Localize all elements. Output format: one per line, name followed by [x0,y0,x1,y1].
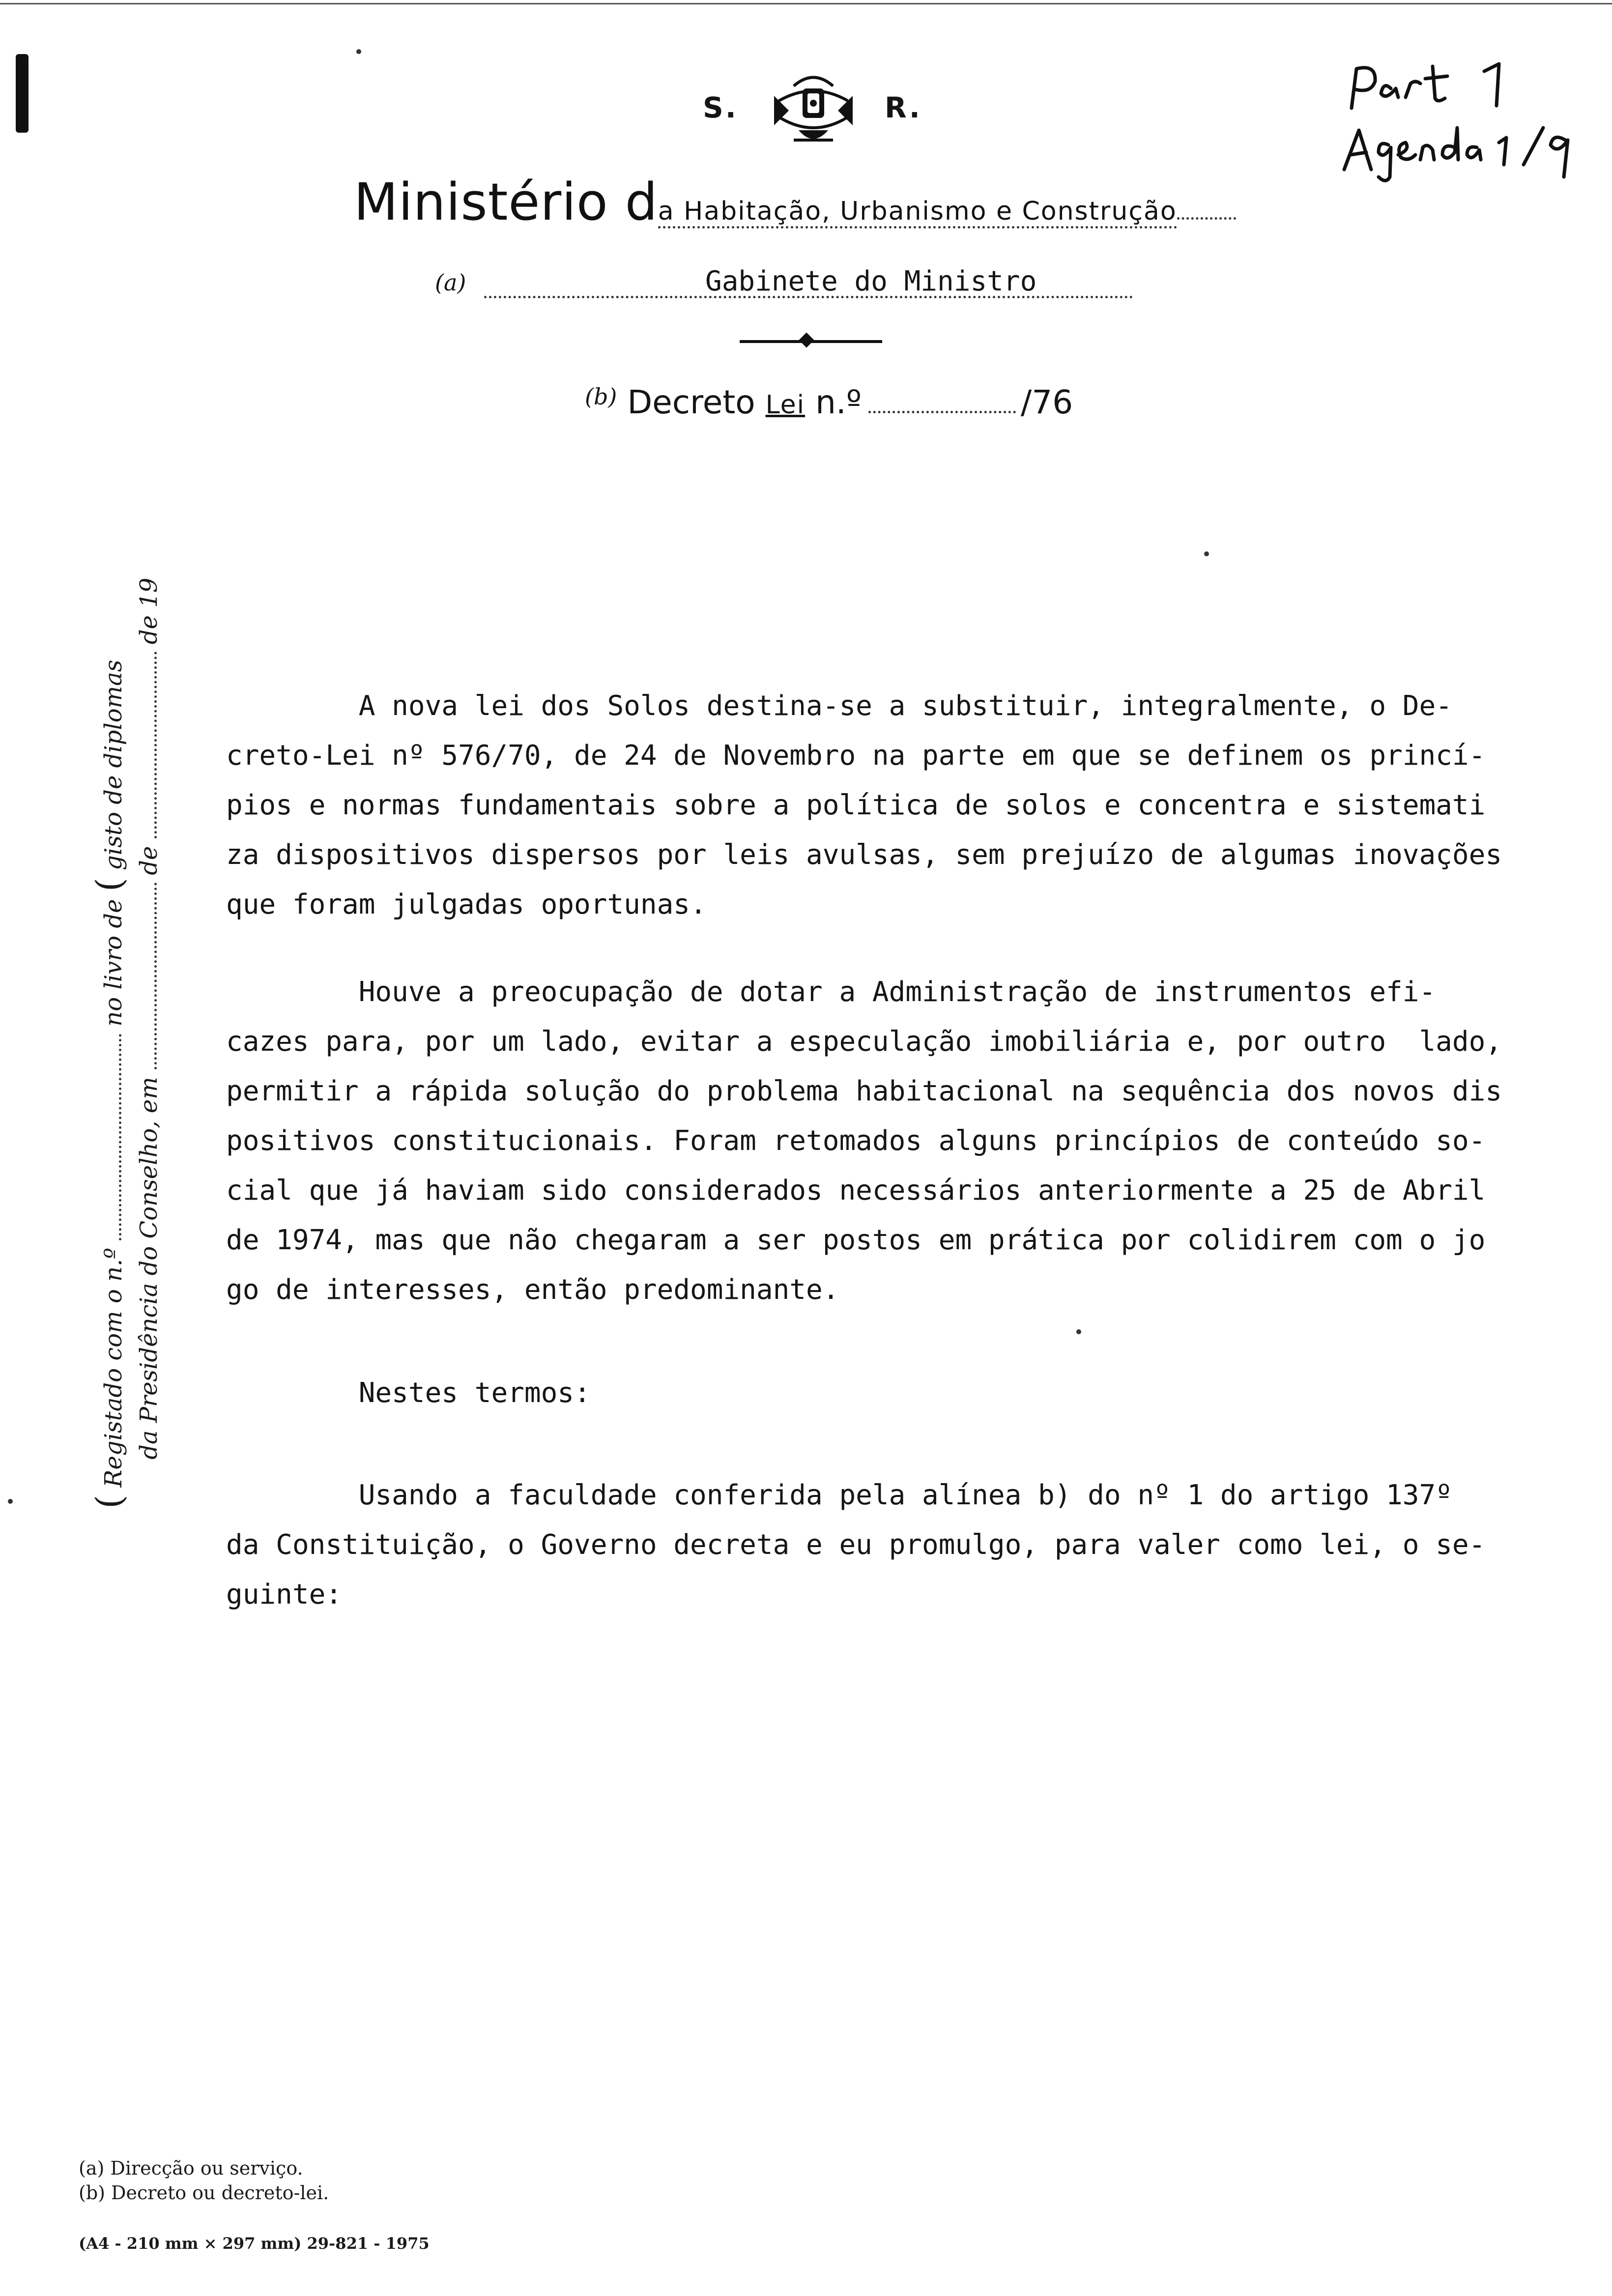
decree-number-label: n.º [815,383,862,421]
p2-line-7: go de interesses, então predominante. [226,1274,839,1306]
p1-line-3: pios e normas fundamentais sobre a política de solos e concentra e sistemati [226,789,1486,821]
paragraph-3 [226,1368,1504,1418]
margin-presidencia: da Presidência do Conselho, em [135,1077,163,1460]
margin-livro: no livro de [100,899,127,1027]
p4-line-3: guinte: [226,1578,343,1610]
ministry-dots [1177,217,1236,220]
decree-row [585,383,1073,421]
p2-line-3: permitir a rápida solução do problema habitacional na sequência dos novos dis [226,1075,1502,1107]
p1-line-2: creto-Lei nº 576/70, de 24 de Novembro na parte em que se definem os princí- [226,740,1486,772]
footnote-ref-a: (a) [435,269,466,296]
footnote-a: (a) Direcção ou serviço. [79,2157,303,2179]
scan-speck [356,49,361,54]
scan-mark [16,54,29,133]
p3-line-1: Nestes termos: [226,1377,591,1409]
paragraph-4 [226,1470,1504,1619]
p4-line-1: Usando a faculdade conferida pela alínea b) do nº 1 do artigo 137º [226,1479,1452,1511]
margin-bracket: ( [88,1494,130,1509]
footnote-b: (b) Decreto ou decreto-lei. [79,2182,329,2204]
sr-left-letter: S. [703,91,738,124]
margin-registado: Registado com o n.º [100,1248,127,1488]
coat-of-arms-emblem [764,66,863,150]
decree-number-blank [868,411,1016,413]
margin-blank-month [154,652,157,838]
p1-line-5: que foram julgadas oportunas. [226,889,707,920]
form-reference: (A4 - 210 mm × 297 mm) 29-821 - 1975 [79,2234,430,2253]
scan-speck [8,1499,13,1504]
ministry-name: a Habitação, Urbanismo e Construção [658,197,1177,229]
margin-de: de [135,846,163,875]
p2-line-6: de 1974, mas que não chegaram a ser postos em prática por colidirem com o jo [226,1224,1486,1256]
ministry-title [354,172,1236,232]
p2-line-4: positivos constitucionais. Foram retomados alguns princípios de conteúdo so- [226,1125,1486,1157]
p1-line-4: za dispositivos dispersos por leis avulsas, sem prejuízo de algumas inovações [226,839,1502,871]
handwritten-annotation [1337,59,1583,187]
registration-margin [74,575,192,1509]
scan-speck [1204,551,1209,556]
margin-bracket-2: ( [88,878,130,892]
margin-blank-date [154,883,157,1069]
margin-line-2 [135,578,163,1509]
department-name: Gabinete do Ministro [705,265,1037,297]
decree-year: /76 [1020,383,1073,421]
margin-year: de 19 [135,577,163,645]
footnote-ref-b: (b) [585,383,617,410]
p2-line-2: cazes para, por um lado, evitar a especulação imobiliária e, por outro lado, [226,1026,1502,1058]
top-rule [0,3,1612,4]
decree-label: Decreto [627,383,755,421]
scan-speck [1076,1329,1081,1334]
p2-line-5: cial que já haviam sido considerados necessários anteriormente a 25 de Abril [226,1175,1486,1206]
margin-blank-number [119,1034,121,1240]
sr-right-letter: R. [885,91,922,124]
margin-line-1 [88,660,130,1509]
p4-line-2: da Constituição, o Governo decreta e eu promulgo, para valer como lei, o se- [226,1529,1486,1561]
p2-line-1: Houve a preocupação de dotar a Administração de instrumentos efi- [226,976,1436,1008]
department-row [435,265,1192,305]
p1-line-1: A nova lei dos Solos destina-se a substituir, integralmente, o De- [226,690,1452,722]
paragraph-1 [226,681,1504,929]
ornament-diamond [799,332,814,347]
ministry-prefix: Ministério d [354,172,658,232]
margin-registo: gisto de diplomas [100,660,127,870]
decree-lei: Lei [765,390,806,420]
paragraph-2 [226,967,1504,1315]
